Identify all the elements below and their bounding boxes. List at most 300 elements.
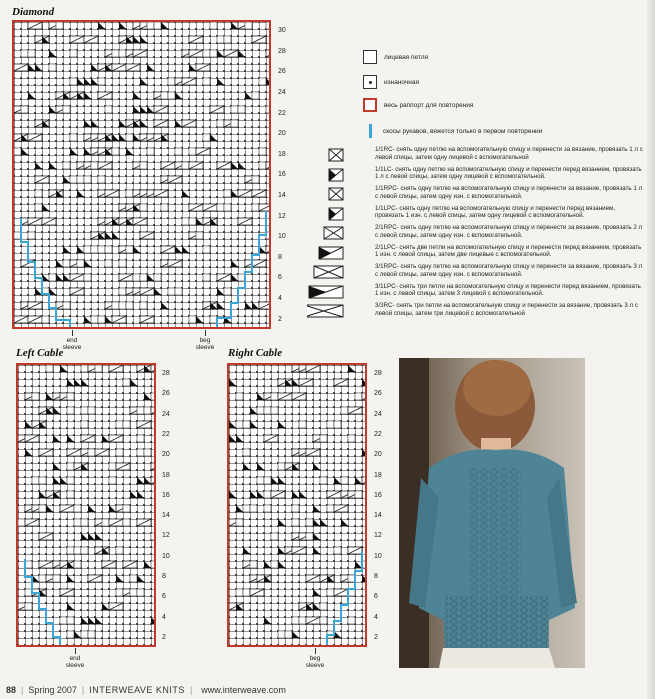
cable-symbol <box>334 631 341 638</box>
row-number: 12 <box>162 532 170 540</box>
cable-symbol <box>88 505 95 512</box>
cable-symbol <box>182 246 189 253</box>
cable-symbol <box>278 561 285 568</box>
row-number: 6 <box>374 593 378 601</box>
cable-description: - снять три петли на вспомогательную спицу и перенести перед вязанием, провязать 1 изн. с левой спицы, затем 3 лицевой с вспомогательной. <box>375 282 641 297</box>
knit-square <box>46 365 53 372</box>
row-number: 20 <box>162 451 170 459</box>
cable-symbol <box>313 589 320 596</box>
knit-square <box>74 547 81 554</box>
knit-square <box>32 393 39 400</box>
diamond-beg-sleeve-marker <box>185 330 225 351</box>
row-number: 22 <box>374 430 382 438</box>
knit-square <box>327 421 334 428</box>
cable-symbol <box>105 316 112 323</box>
cable-symbol <box>236 435 243 442</box>
knit-square <box>292 617 299 624</box>
knit-square <box>320 617 327 624</box>
cable-symbol <box>264 617 271 624</box>
knit-square <box>257 477 264 484</box>
knit-square <box>116 547 123 554</box>
cable-description: - снять три петли на вспомогательную спицу и перенести за вязание, провязать 3 л с левой спицы, затем три лицевой с вспомогательной <box>375 302 638 317</box>
cable-symbol <box>196 316 203 323</box>
cable-symbol-icon <box>307 264 367 280</box>
knit-square <box>105 260 112 267</box>
knit-square <box>42 316 49 323</box>
row-number: 26 <box>162 390 170 398</box>
row-number: 24 <box>278 89 286 96</box>
key-repeat <box>305 98 473 112</box>
right-cable-chart-grid <box>227 363 367 647</box>
knit-square <box>236 421 243 428</box>
cable-symbol <box>313 505 320 512</box>
knit-square <box>306 533 313 540</box>
cable-symbol <box>245 302 252 309</box>
knit-square <box>210 22 217 29</box>
knit-square <box>348 435 355 442</box>
marker-label: sleeve <box>62 344 82 351</box>
cable-symbol <box>39 491 46 498</box>
cable-code: 1/1LPC <box>375 204 396 212</box>
knit-square <box>189 218 196 225</box>
knit-square <box>39 505 46 512</box>
knit-square <box>182 162 189 169</box>
cable-symbol <box>250 491 257 498</box>
cable-symbol <box>70 148 77 155</box>
row-number: 2 <box>278 315 282 323</box>
cable-symbol <box>144 393 151 400</box>
knit-square <box>112 148 119 155</box>
left-cable-chart-grid <box>16 363 156 647</box>
page-gutter <box>647 0 655 699</box>
cable-symbol <box>56 260 63 267</box>
cable-symbol <box>133 134 140 141</box>
cable-symbol <box>231 274 238 281</box>
knit-square <box>210 316 217 323</box>
cable-symbol <box>42 274 49 281</box>
sweater-photo <box>399 358 585 668</box>
cable-symbol <box>140 106 147 113</box>
cable-symbol <box>257 393 264 400</box>
row-number: 12 <box>374 532 382 540</box>
knit-square <box>224 204 231 211</box>
row-number: 18 <box>162 471 170 479</box>
knit-square <box>91 162 98 169</box>
knit-square <box>189 316 196 323</box>
cable-symbol <box>133 36 140 43</box>
row-number: 16 <box>162 491 170 499</box>
cable-description: - снять одну петлю на вспомогательную спицу и перенести перед вязанием, провязать 1 изн. с левой спицы, затем одну лицевой с вспомогательной. <box>375 204 616 219</box>
knit-square <box>147 148 154 155</box>
cable-symbol <box>341 519 348 526</box>
cable-symbol <box>196 218 203 225</box>
knit-square <box>28 232 35 239</box>
cable-symbol <box>243 463 250 470</box>
knit-square <box>168 288 175 295</box>
cable-key-text <box>375 224 643 239</box>
knit-square <box>203 134 210 141</box>
cable-symbol <box>250 421 257 428</box>
diamond-chart-grid <box>12 20 271 329</box>
knit-square <box>189 148 196 155</box>
cable-symbol <box>217 50 224 57</box>
knit-square <box>334 547 341 554</box>
cable-description: - снять одну петлю на вспомогательную спицу и перенести за вязание, провязать 2 л с левой спицы, затем одну изн. с вспомогательной. <box>375 224 643 239</box>
page-footer: 88 | Spring 2007 | INTERWEAVE KNITS | www.interweave.com <box>6 685 286 695</box>
page-number: 88 <box>6 685 17 695</box>
knit-square <box>271 533 278 540</box>
knit-square <box>292 519 299 526</box>
cable-symbol <box>49 50 56 57</box>
cable-symbol <box>25 449 32 456</box>
cable-code: 3/1RPC <box>375 263 397 270</box>
cable-symbol-icon <box>307 186 367 202</box>
knit-square <box>70 134 77 141</box>
key-knit <box>305 50 428 64</box>
knit-square <box>355 491 362 498</box>
knit-square <box>264 491 271 498</box>
cable-symbol <box>84 78 91 85</box>
cable-symbol <box>91 64 98 71</box>
knit-square <box>252 204 259 211</box>
cable-symbol <box>63 274 70 281</box>
knit-square <box>133 274 140 281</box>
cable-key-text <box>375 244 643 259</box>
cable-symbol <box>74 631 81 638</box>
marker-label: sleeve <box>305 662 325 669</box>
key-purl-label: изнаночная <box>384 78 419 86</box>
right-cable-chart-symbols <box>229 365 365 645</box>
knit-square <box>327 505 334 512</box>
knit-square <box>74 561 81 568</box>
knit-square <box>116 421 123 428</box>
cable-symbol <box>67 435 74 442</box>
knit-square <box>63 260 70 267</box>
cable-symbol <box>116 575 123 582</box>
row-number: 14 <box>162 512 170 520</box>
knit-square <box>35 204 42 211</box>
cable-symbol <box>46 505 53 512</box>
cable-symbol <box>292 631 299 638</box>
knit-square <box>98 176 105 183</box>
row-number: 10 <box>374 552 382 560</box>
cable-symbol <box>53 407 60 414</box>
knit-square <box>224 288 231 295</box>
cable-symbol <box>313 533 320 540</box>
cable-symbol <box>252 302 259 309</box>
cable-symbol <box>278 477 285 484</box>
row-number: 22 <box>278 109 286 117</box>
cable-symbol <box>313 463 320 470</box>
cable-symbol <box>147 64 154 71</box>
knit-square <box>137 435 144 442</box>
knit-square <box>67 491 74 498</box>
cable-symbol <box>112 232 119 239</box>
cable-symbol <box>257 491 264 498</box>
cable-symbol-icon <box>307 284 367 300</box>
row-number: 14 <box>374 512 382 520</box>
cable-symbol <box>81 617 88 624</box>
website-link[interactable]: www.interweave.com <box>201 685 286 695</box>
knit-square <box>151 561 154 568</box>
cable-symbol <box>63 246 70 253</box>
knit-square <box>81 421 88 428</box>
knit-square <box>299 421 306 428</box>
cable-symbol <box>119 134 126 141</box>
knit-square <box>77 260 84 267</box>
cable-symbol <box>264 561 271 568</box>
cable-description: - снять одну петлю на вспомогательную спицу и перенести перед вязанием, провязать 1 л с левой спицы, затем одну лицевой с вспомогательной. <box>375 165 642 180</box>
cable-key-text <box>375 146 643 161</box>
knit-square <box>348 589 355 596</box>
cable-symbol <box>91 120 98 127</box>
knit-square <box>299 617 306 624</box>
knit-square <box>140 302 147 309</box>
knit-square <box>341 407 348 414</box>
cable-symbol <box>292 491 299 498</box>
knit-square <box>168 78 175 85</box>
knit-square <box>278 631 285 638</box>
knit-square <box>238 274 245 281</box>
diamond-chart-title: Diamond <box>12 6 55 18</box>
knit-square <box>53 575 60 582</box>
cable-symbol-icon <box>307 147 367 163</box>
cable-symbol <box>137 491 144 498</box>
knit-square <box>70 78 77 85</box>
knit-square <box>161 204 168 211</box>
knit-square <box>123 505 130 512</box>
knit-square <box>56 22 63 29</box>
knit-square <box>130 575 137 582</box>
cable-symbol <box>229 491 236 498</box>
cable-key-text <box>375 185 643 200</box>
knit-square <box>105 106 112 113</box>
cable-symbol <box>88 533 95 540</box>
cable-symbol <box>53 477 60 484</box>
knit-square <box>112 50 119 57</box>
knit-square <box>81 407 88 414</box>
cable-symbol <box>144 561 151 568</box>
cable-key-text <box>375 302 643 317</box>
cable-code: 1/1RC <box>375 146 393 153</box>
cable-symbol <box>278 519 285 526</box>
knit-square <box>67 463 74 470</box>
knit-square <box>84 274 91 281</box>
cable-symbol <box>210 134 217 141</box>
cable-key-item <box>305 145 643 165</box>
cable-symbol <box>60 365 67 372</box>
cable-symbol <box>257 463 264 470</box>
knit-square <box>224 190 231 197</box>
knit-square <box>67 547 74 554</box>
knit-square <box>243 421 250 428</box>
knit-square <box>126 134 133 141</box>
left-cable-chart-symbols <box>18 365 154 645</box>
key-sleeve <box>305 124 542 138</box>
cable-code: 2/1LPC <box>375 243 396 251</box>
cable-symbol <box>278 421 285 428</box>
cable-symbol <box>243 547 250 554</box>
cable-symbol <box>229 435 236 442</box>
row-number: 2 <box>162 633 166 641</box>
cable-key-text <box>375 205 643 220</box>
marker-label: sleeve <box>195 344 215 351</box>
knit-square <box>264 477 271 484</box>
cable-symbol <box>32 575 39 582</box>
cable-symbol <box>231 162 238 169</box>
knit-square <box>341 477 348 484</box>
knit-square <box>67 631 74 638</box>
knit-square <box>348 617 355 624</box>
knit-square <box>231 120 238 127</box>
knit-square <box>243 505 250 512</box>
cable-symbol <box>175 246 182 253</box>
knit-square <box>67 617 74 624</box>
cable-symbol <box>21 148 28 155</box>
row-number: 4 <box>278 295 282 302</box>
magazine-name: INTERWEAVE KNITS <box>89 685 185 695</box>
cable-symbol <box>95 617 102 624</box>
knit-square <box>126 190 133 197</box>
knit-square <box>28 50 35 57</box>
cable-symbol <box>91 78 98 85</box>
cable-symbol <box>250 407 257 414</box>
cable-symbol <box>126 148 133 155</box>
cable-symbol <box>130 491 137 498</box>
cable-key-item <box>305 223 643 243</box>
cable-symbol <box>98 22 105 29</box>
cable-symbol <box>119 120 126 127</box>
cable-symbol <box>84 120 91 127</box>
cable-symbol <box>53 463 60 470</box>
knit-square <box>109 477 116 484</box>
cable-symbol <box>175 120 182 127</box>
knit-square <box>245 22 252 29</box>
cable-symbol <box>88 617 95 624</box>
knit-square <box>119 302 126 309</box>
row-number: 28 <box>278 47 286 55</box>
cable-symbol <box>245 92 252 99</box>
cable-symbol <box>259 246 266 253</box>
cable-symbol <box>25 421 32 428</box>
knit-square <box>257 407 264 414</box>
knit-square <box>116 449 123 456</box>
knit-square <box>231 106 238 113</box>
cable-symbol <box>266 78 269 85</box>
knit-square <box>144 449 151 456</box>
row-number: 4 <box>374 613 378 621</box>
knit-square <box>77 176 84 183</box>
left-cable-row-numbers <box>162 363 178 647</box>
cable-symbol <box>313 547 320 554</box>
right-cable-row-numbers <box>374 363 390 647</box>
cable-symbol-icon <box>307 303 367 319</box>
knit-square <box>217 204 224 211</box>
knit-square <box>39 575 46 582</box>
row-number: 16 <box>374 491 382 499</box>
cable-symbol-icon <box>307 245 367 261</box>
cable-symbol <box>231 260 238 267</box>
cable-symbol <box>355 561 362 568</box>
knit-square <box>119 288 126 295</box>
row-number: 28 <box>162 370 170 378</box>
cable-symbol <box>49 106 56 113</box>
knit-square <box>306 519 313 526</box>
knit-square <box>63 302 70 309</box>
cable-symbol <box>133 92 140 99</box>
knit-square <box>60 617 67 624</box>
cable-symbol <box>147 106 154 113</box>
knit-square <box>102 519 109 526</box>
knit-square <box>217 120 224 127</box>
knit-square <box>224 36 231 43</box>
knit-square <box>98 316 105 323</box>
cable-symbol <box>102 603 109 610</box>
knit-square <box>123 421 130 428</box>
cable-symbol <box>320 519 327 526</box>
knit-square <box>175 288 182 295</box>
cable-symbol <box>238 162 245 169</box>
cable-symbol <box>63 176 70 183</box>
knit-square <box>168 92 175 99</box>
key-sleeve-label: скосы рукавов, вяжется только в первом повторении <box>383 127 543 135</box>
row-number: 24 <box>374 410 382 418</box>
knit-square <box>285 631 292 638</box>
cable-description: - снять две петли на вспомогательную спицу и перенести перед вязанием, провязать 1 изн. с левой спицы, затем две лицевые с вспомогательной. <box>375 243 642 258</box>
cable-symbol <box>362 379 365 386</box>
cable-symbol <box>137 477 144 484</box>
cable-symbol <box>271 477 278 484</box>
knit-square <box>264 407 271 414</box>
left-cable-chart-title: Left Cable <box>16 347 64 359</box>
cable-symbol <box>231 190 238 197</box>
marker-label: end <box>69 655 81 662</box>
knit-square <box>137 407 144 414</box>
cable-symbol <box>77 78 84 85</box>
cable-key-item <box>305 165 640 185</box>
knit-square <box>70 50 77 57</box>
cable-symbol <box>49 288 56 295</box>
cable-symbol <box>133 246 140 253</box>
diamond-chart-symbols <box>14 22 269 327</box>
right-cable-beg-sleeve-marker <box>295 648 335 669</box>
cable-symbol <box>362 449 365 456</box>
cable-symbol <box>217 302 224 309</box>
knit-square <box>109 463 116 470</box>
cable-key-text <box>375 263 643 278</box>
knit-square <box>236 393 243 400</box>
row-number: 12 <box>278 212 286 220</box>
row-number: 6 <box>278 274 282 282</box>
cable-symbol <box>95 533 102 540</box>
knit-square <box>63 106 70 113</box>
cable-code: 1/1LC <box>375 165 392 173</box>
marker-label: sleeve <box>65 662 85 669</box>
cable-symbol <box>81 379 88 386</box>
cable-symbol <box>278 547 285 554</box>
knit-square <box>252 92 259 99</box>
knit-square <box>123 379 130 386</box>
cable-symbol <box>84 260 91 267</box>
knit-square <box>348 575 355 582</box>
knit-square <box>63 162 70 169</box>
row-number: 30 <box>278 27 286 35</box>
knit-square <box>14 148 21 155</box>
cable-description: - снять одну петлю на вспомогательную спицу и перенести за вязание, провязать 3 л с левой спицы, затем одну изн. с вспомогательной. <box>375 263 643 278</box>
knit-square <box>88 631 95 638</box>
row-number: 6 <box>162 593 166 601</box>
knit-square <box>91 246 98 253</box>
